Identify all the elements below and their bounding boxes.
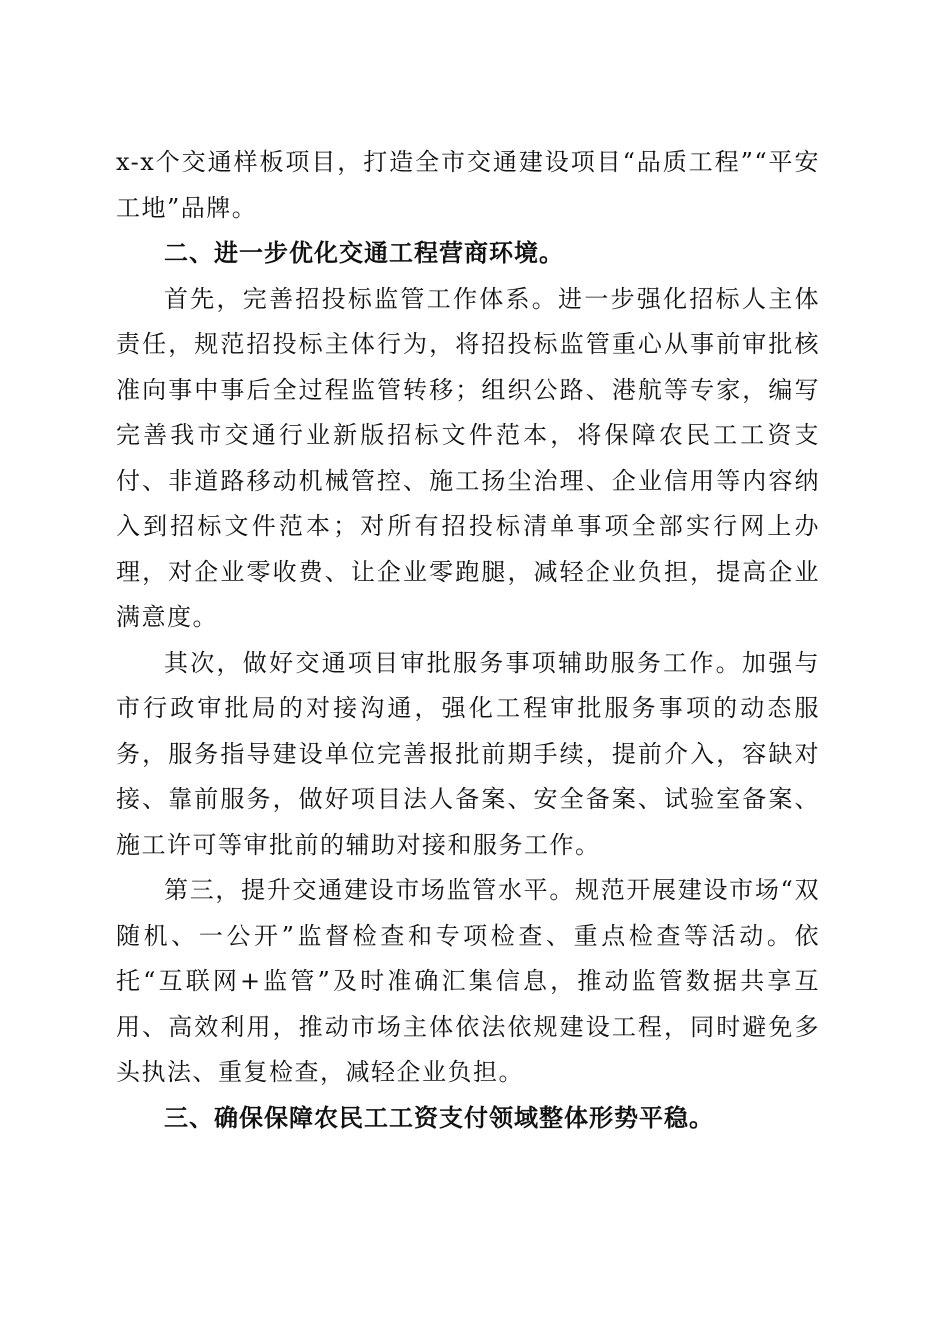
section-heading-3: 三、确保保障农民工工资支付领域整体形势平稳。: [164, 1103, 714, 1132]
paragraph-market-supervision: 第三，提升交通建设市场监管水平。规范开展建设市场“双随机、一公开”监督检查和专项检查、重点检查等活动。依托“互联网+监管”及时准确汇集信息，推动监管数据共享互用、高效利用，推动市场主体依法依规建设工程，同时避免多头执法、重复检查，减轻企业负担。: [116, 876, 820, 1086]
section-heading-2: 二、进一步优化交通工程营商环境。: [164, 239, 564, 267]
document-body: [116, 140, 820, 1141]
paragraph-approval-services: 其次，做好交通项目审批服务事项辅助服务工作。加强与市行政审批局的对接沟通，强化工程审批服务事项的动态服务，服务指导建设单位完善报批前期手续，提前介入，容缺对接、靠前服务，做好项目法人备案、安全备案、试验室备案、施工许可等审批前的辅助对接和服务工作。: [116, 648, 820, 859]
paragraph-bidding-supervision: 首先，完善招投标监管工作体系。进一步强化招标人主体责任，规范招投标主体行为，将招投标监管重心从事前审批核准向事中事后全过程监管转移；组织公路、港航等专家，编写完善我市交通行业新版招标文件范本，将保障农民工工资支付、非道路移动机械管控、施工扬尘治理、企业信用等内容纳入到招标文件范本；对所有招投标清单事项全部实行网上办理，对企业零收费、让企业零跑腿，减轻企业负担，提高企业满意度。: [116, 284, 820, 631]
paragraph-continuation: x-x个交通样板项目，打造全市交通建设项目“品质工程”“平安工地”品牌。: [116, 148, 820, 222]
